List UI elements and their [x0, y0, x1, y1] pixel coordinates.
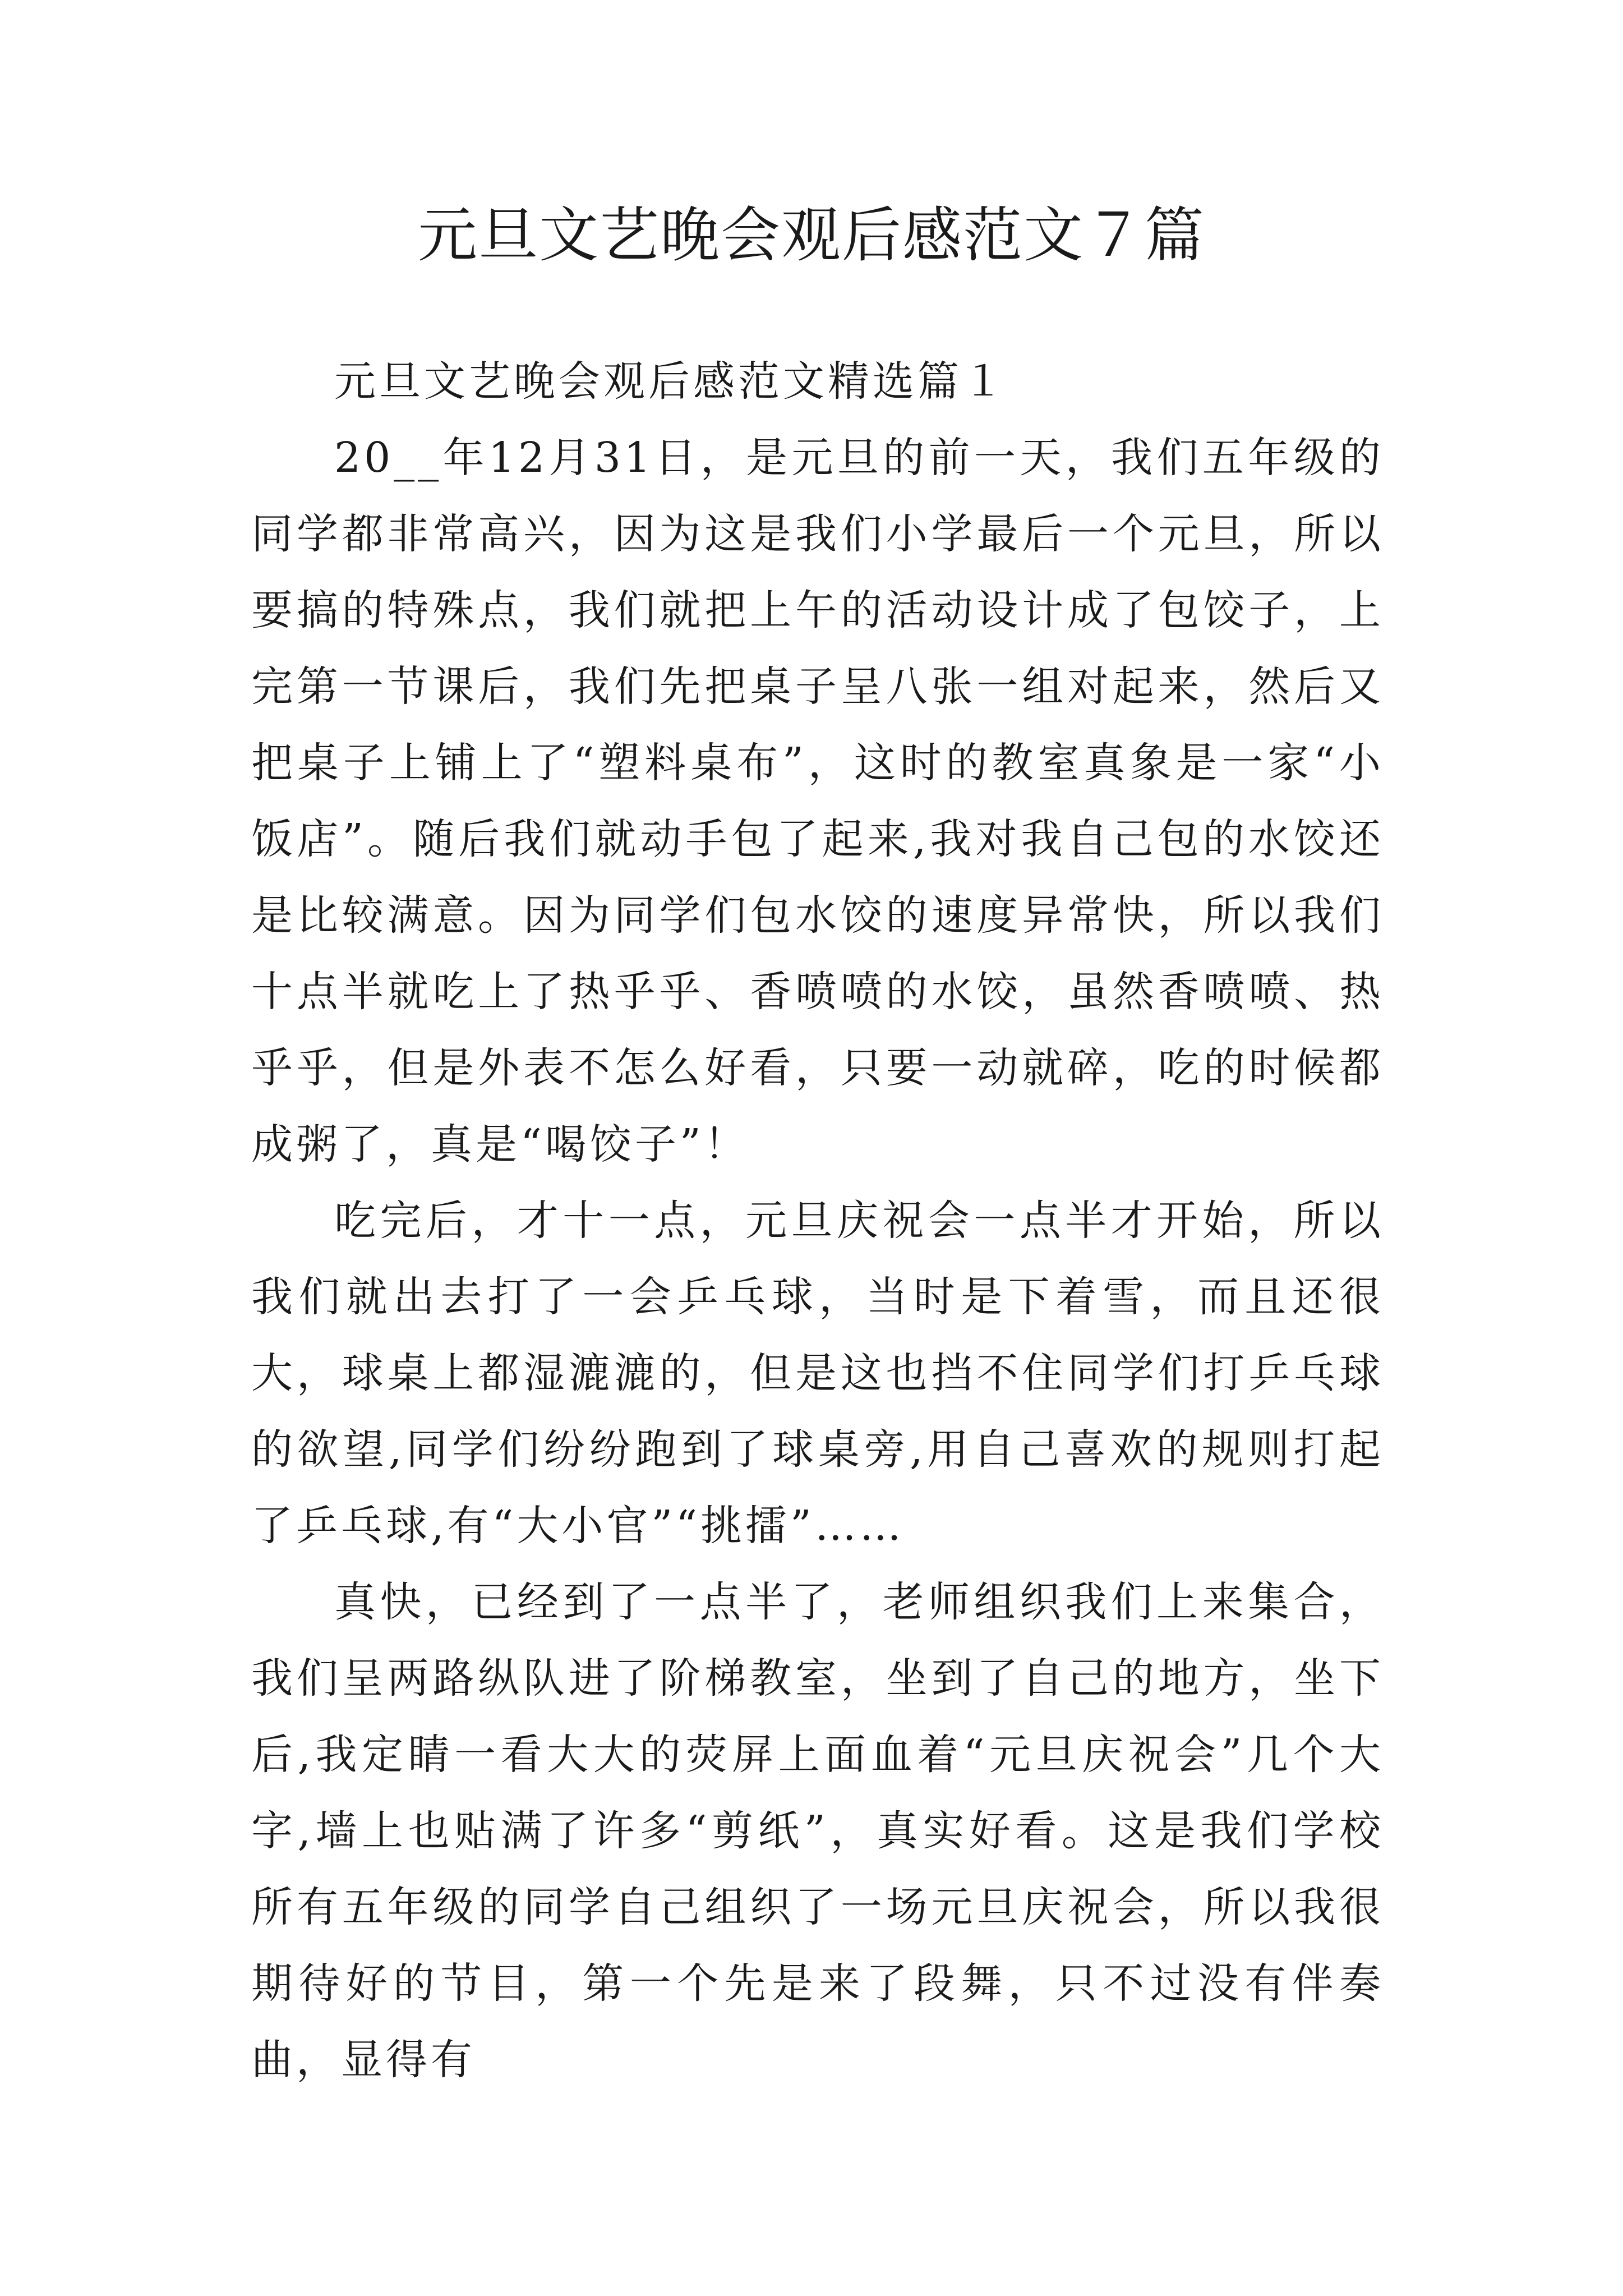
paragraph-1: 20__年12月31日，是元旦的前一天，我们五年级的同学都非常高兴，因为这是我们小学最后一个元旦，所以要搞的特殊点，我们就把上午的活动设计成了包饺子，上完第一节课后，我们先把桌子呈八张一组对起来，然后又把桌子上铺上了“塑料桌布”，这时的教室真象是一家“小饭店”。随后我们就动手包了起来,我对我自己包的水饺还是比较满意。因为同学们包水饺的速度异常快，所以我们十点半就吃上了热乎乎、香喷喷的水饺，虽然香喷喷、热乎乎，但是外表不怎么好看，只要一动就碎，吃的时候都成粥了，真是“喝饺子”！	[251, 434, 1384, 1168]
document-body	[251, 343, 1384, 2098]
paragraph-3: 真快，已经到了一点半了，老师组织我们上来集合，我们呈两路纵队进了阶梯教室，坐到了自己的地方，坐下后,我定睛一看大大的荧屏上面血着“元旦庆祝会”几个大字,墙上也贴满了许多“剪纸”，真实好看。这是我们学校所有五年级的同学自己组织了一场元旦庆祝会，所以我很期待好的节目，第一个先是来了段舞，只不过没有伴奏曲，显得有	[251, 1578, 1384, 2084]
section-heading: 元旦文艺晚会观后感范文精选篇１	[334, 357, 1007, 406]
document-title: 元旦文艺晚会观后感范文７篇	[418, 201, 1205, 270]
paragraph-2: 吃完后，才十一点，元旦庆祝会一点半才开始，所以我们就出去打了一会乒乓球，当时是下着雪，而且还很大，球桌上都湿漉漉的，但是这也挡不住同学们打乒乓球的欲望,同学们纷纷跑到了球桌旁,用自己喜欢的规则打起了乒乓球,有“大小官”“挑擂”……	[251, 1197, 1384, 1550]
